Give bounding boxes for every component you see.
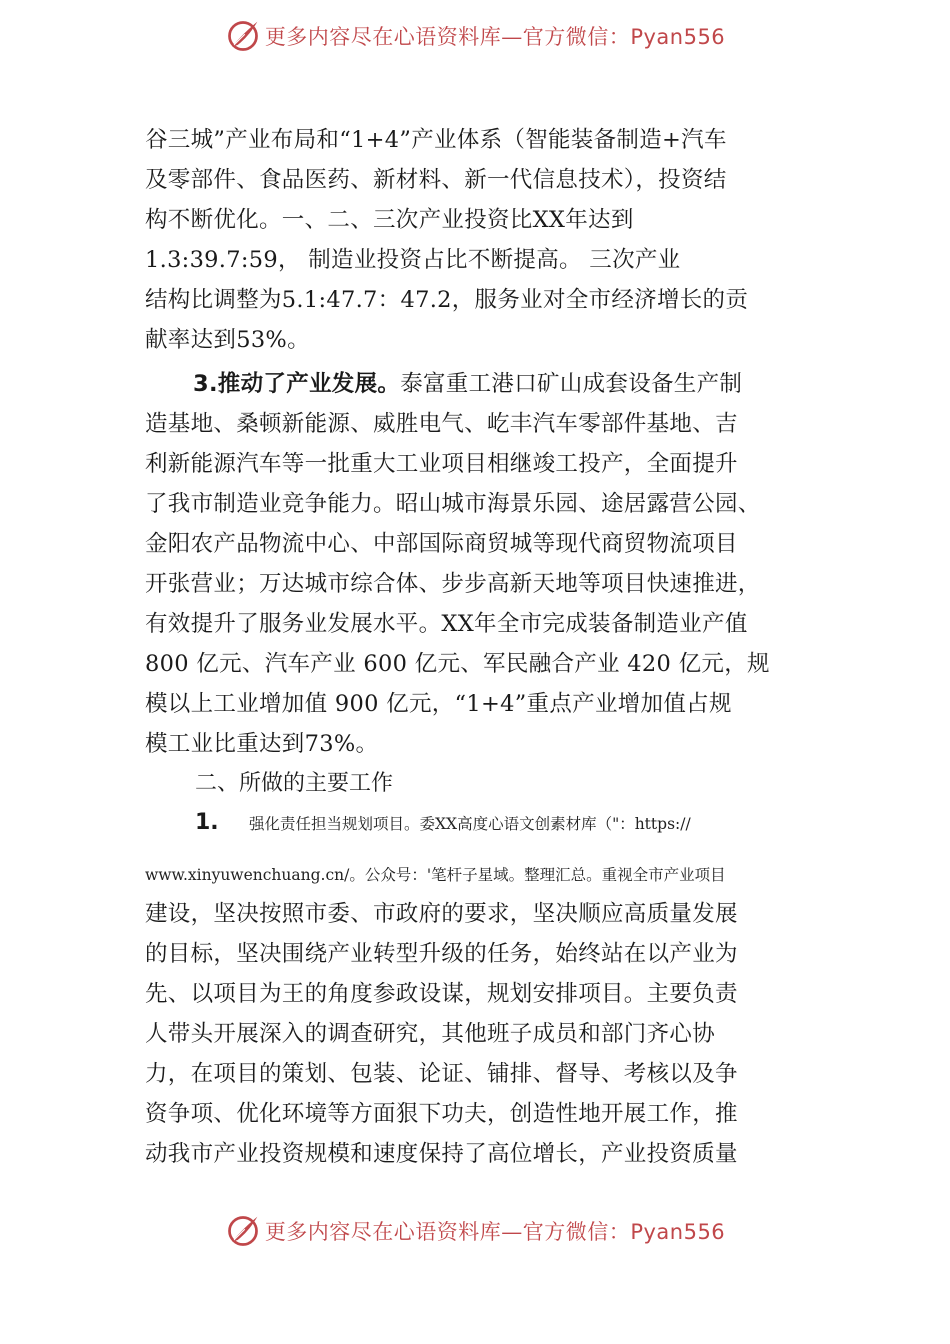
footer-banner <box>0 1211 950 1251</box>
text-line: 模工业比重达到73%。 <box>145 731 379 757</box>
text-line: 结构比调整为5.1:47.7：47.2，服务业对全市经济增长的贡 <box>145 287 749 313</box>
text-line: 构不断优化。一、二、三次产业投资比XX年达到 <box>145 207 634 233</box>
quill-logo-icon <box>225 18 261 54</box>
item-continuation: www.xinyuwenchuang.cn/。公众号：'笔杆子星域。整理汇总。重视全市产业项目 <box>145 866 726 884</box>
text-line: 动我市产业投资规模和速度保持了高位增长，产业投资质量 <box>145 1141 738 1167</box>
text-line: 1.3:39.7:59， 制造业投资占比不断提高。 三次产业 <box>145 247 681 273</box>
text-line: 造基地、桑顿新能源、威胜电气、屹丰汽车零部件基地、吉 <box>145 411 738 437</box>
header-banner <box>0 16 950 56</box>
text-line: 力，在项目的策划、包装、论证、铺排、督导、考核以及争 <box>145 1061 738 1087</box>
text-line: 的目标，坚决围绕产业转型升级的任务，始终站在以产业为 <box>145 941 738 967</box>
text-line: 人带头开展深入的调查研究，其他班子成员和部门齐心协 <box>145 1021 716 1047</box>
header-text: 更多内容尽在心语资料库—官方微信：Pyan556 <box>264 25 726 49</box>
text-line: 3.推动了产业发展。泰富重工港口矿山成套设备生产制 <box>193 371 743 397</box>
text-line: 有效提升了服务业发展水平。XX年全市完成装备制造业产值 <box>145 611 748 637</box>
quill-logo-icon <box>225 1213 261 1249</box>
text-line: 模以上工业增加值 900 亿元，“1+4”重点产业增加值占规 <box>145 691 732 717</box>
item-1-line <box>145 810 825 852</box>
item-number: 1. <box>195 810 219 835</box>
text-line: 资争项、优化环境等方面狠下功夫，创造性地开展工作，推 <box>145 1101 738 1127</box>
text-line: 建设，坚决按照市委、市政府的要求，坚决顺应高质量发展 <box>145 901 738 927</box>
paragraph-main-work <box>145 894 825 1174</box>
text-line: 先、以项目为王的角度参政设谋，规划安排项目。主要负责 <box>145 981 738 1007</box>
item-text: 强化责任担当规划项目。委XX高度心语文创素材库（"：https:// <box>249 815 691 833</box>
text-line: 及零部件、食品医药、新材料、新一代信息技术），投资结 <box>145 167 727 193</box>
paragraph-lead: 3.推动了产业发展。 <box>193 371 401 397</box>
text-line: 了我市制造业竞争能力。昭山城市海景乐园、途居露营公园、 <box>145 491 761 517</box>
text-line: 谷三城”产业布局和“1+4”产业体系（智能装备制造+汽车 <box>145 127 727 153</box>
section-heading: 二、所做的主要工作 <box>195 771 394 796</box>
footer-text: 更多内容尽在心语资料库—官方微信：Pyan556 <box>264 1220 726 1244</box>
text-line: 开张营业；万达城市综合体、步步高新天地等项目快速推进， <box>145 571 761 597</box>
text-line: 金阳农产品物流中心、中部国际商贸城等现代商贸物流项目 <box>145 531 738 557</box>
document-body <box>145 120 825 1174</box>
text-line: 献率达到53%。 <box>145 327 310 353</box>
text-line: 利新能源汽车等一批重大工业项目相继竣工投产，全面提升 <box>145 451 738 477</box>
paragraph-investment-structure <box>145 120 825 360</box>
paragraph-industry-development <box>145 364 825 764</box>
text-line: 800 亿元、汽车产业 600 亿元、军民融合产业 420 亿元，规 <box>145 651 770 677</box>
